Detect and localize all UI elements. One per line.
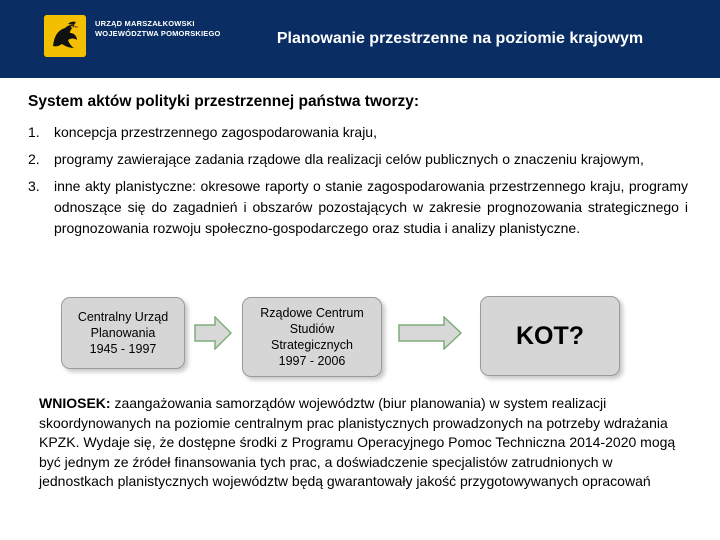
box-line: Planowania xyxy=(90,326,156,340)
box-label: KOT? xyxy=(515,322,585,350)
list-item xyxy=(26,122,688,143)
coat-of-arms-icon xyxy=(44,15,86,57)
conclusion-label: WNIOSEK: xyxy=(39,395,111,411)
strategic-studies-centre-box xyxy=(242,297,382,377)
list-item xyxy=(26,149,688,170)
section-title: System aktów polityki przestrzennej państwa tworzy: xyxy=(28,93,420,110)
page-title: Planowanie przestrzenne na poziomie krajowym xyxy=(276,30,644,47)
org-line-1: URZĄD MARSZAŁKOWSKI xyxy=(95,19,195,28)
right-arrow-icon xyxy=(398,316,462,350)
list-item-text: inne akty planistyczne: okresowe raporty o stanie zagospodarowania przestrzennego kraju, programy odnoszące się do zagadnień i obszarów pozostających w zakresie prognozowania strategicznego i prognozowania rozwoju społeczno-gospodarczego oraz studia i analizy planistyczne. xyxy=(54,178,688,236)
list-item xyxy=(26,176,688,239)
box-line: 1997 - 2006 xyxy=(278,354,346,368)
box-line: 1945 - 1997 xyxy=(89,342,157,356)
box-line: Studiów xyxy=(289,322,335,336)
policy-acts-list xyxy=(26,122,688,245)
org-line-2: WOJEWÓDZTWA POMORSKIEGO xyxy=(95,29,221,38)
list-item-text: koncepcja przestrzennego zagospodarowania kraju, xyxy=(54,124,377,140)
list-item-text: programy zawierające zadania rządowe dla realizacji celów publicznych o znaczeniu krajowym, xyxy=(54,151,644,167)
box-line: Rządowe Centrum xyxy=(260,306,364,320)
list-item-number: 2. xyxy=(28,151,40,167)
header-bar xyxy=(0,0,720,78)
organization-name xyxy=(95,19,221,39)
conclusion-paragraph xyxy=(39,394,689,492)
central-planning-office-box xyxy=(61,297,185,369)
list-item-number: 3. xyxy=(28,178,40,194)
who-next-box xyxy=(480,296,620,376)
box-line: Strategicznych xyxy=(271,338,353,352)
conclusion-text: zaangażowania samorządów województw (biur planowania) w system realizacji skoordynowanych na poziomie centralnym prac planistycznych prowadzonych na potrzeby wdrażania KPZK. Wydaje się, że dostępne środki z Programu Operacyjnego Pomoc Techniczna 2014-2020 mogą być jednym ze źródeł finansowania tych prac, a doświadczenie specjalistów zatrudnionych w jednostkach planistycznych województw będą gwarantowały jakość przygotowywanych opracowań xyxy=(39,395,676,489)
box-line: Centralny Urząd xyxy=(77,310,169,324)
right-arrow-icon xyxy=(194,316,232,350)
list-item-number: 1. xyxy=(28,124,40,140)
